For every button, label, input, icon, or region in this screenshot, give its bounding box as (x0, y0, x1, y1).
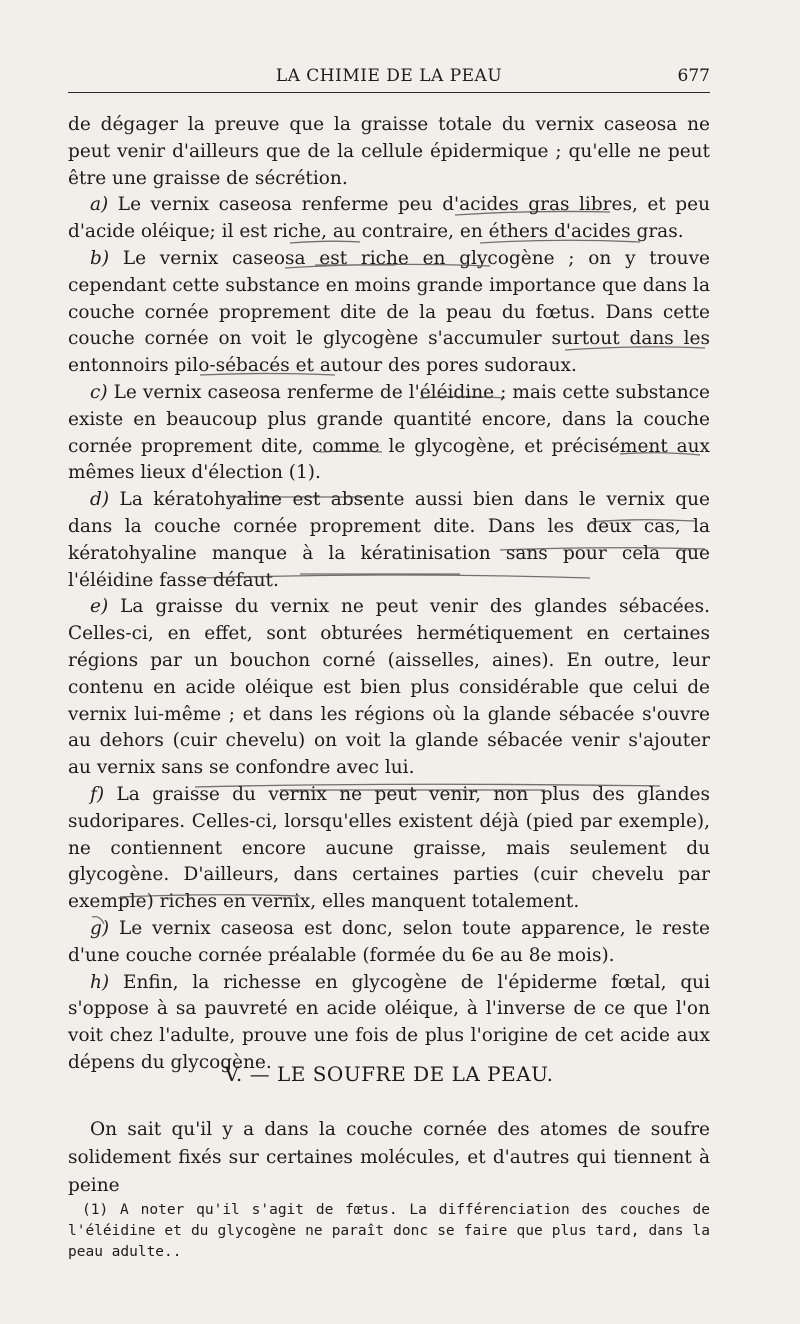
item-label: a) (90, 194, 109, 216)
item-label: e) (90, 596, 109, 618)
item-text: La kératohyaline est absente aussi bien dans le vernix que dans la couche cornée proprement dite. Dans les deux cas, la kératohyaline manque à la kératinisation sans pour cela que l'éléidine fasse défaut. (68, 489, 710, 591)
running-head (68, 62, 710, 93)
item-label: b) (90, 247, 110, 269)
item-paragraph (68, 192, 710, 246)
item-text: Le vernix caseosa est donc, selon toute apparence, le reste d'une couche cornée préalable (formée du 6e au 8e mois). (68, 917, 710, 966)
item-paragraph (68, 594, 710, 782)
section-heading: V. — LE SOUFRE DE LA PEAU. (224, 1062, 554, 1086)
item-text: Le vernix caseosa renferme de l'éléidine ; mais cette substance existe en beaucoup plus grande quantité encore, dans la couche cornée proprement dite, comme le glycogène, et précisément aux mêmes lieux d'élection (1). (68, 381, 710, 484)
item-paragraph (68, 970, 710, 1077)
item-text: Le vernix caseosa renferme peu d'acides gras libres, et peu d'acide oléique; il est riche, au contraire, en éthers d'acides gras. (68, 194, 710, 243)
running-title: LA CHIMIE DE LA PEAU (275, 66, 503, 86)
section-paragraph: On sait qu'il y a dans la couche cornée des atomes de soufre solidement fixés sur certaines molécules, et d'autres qui tiennent à peine (68, 1119, 710, 1196)
item-text: La graisse du vernix ne peut venir des glandes sébacées. Celles-ci, en effet, sont obturées hermétiquement en certaines régions par un bouchon corné (aisselles, aines). En outre, leur contenu en acide oléique est bien plus considérable que celui de vernix lui-même ; et dans les régions où la glande sébacée s'ouvre au dehors (cuir chevelu) on voit la glande sébacée venir s'ajouter au vernix sans se confondre avec lui. (68, 596, 710, 779)
item-label: g) (90, 917, 110, 939)
footnote: (1) A noter qu'il s'agit de fœtus. La différenciation des couches de l'éléidine et du glycogène ne paraît donc se faire que plus tard, dans la peau adulte.. (68, 1202, 710, 1260)
item-paragraph (68, 246, 710, 380)
item-label: h) (90, 971, 110, 993)
item-label: d) (90, 489, 110, 511)
item-label: f) (90, 783, 105, 805)
item-text: Le vernix caseosa est riche en glycogène ; on y trouve cependant cette substance en moins grande importance que dans la couche cornée proprement dite de la peau du fœtus. Dans cette couche cornée on voit le glycogène s'accumuler surtout dans les entonnoirs pilo-sébacés et autour des pores sudoraux. (68, 247, 710, 377)
item-paragraph (68, 916, 710, 970)
page-number: 677 (677, 66, 710, 86)
item-paragraph (68, 782, 710, 916)
body-text (68, 112, 710, 1077)
item-text: La graisse du vernix ne peut venir, non plus des glandes sudoripares. Celles-ci, lorsqu'elles existent déjà (pied par exemple), ne contiennent encore aucune graisse, mais seulement du glycogène. D'ailleurs, dans certaines parties (cuir chevelu par exemple) riches en vernix, elles manquent totalement. (68, 783, 710, 913)
item-paragraph (68, 487, 710, 594)
item-text: Enfin, la richesse en glycogène de l'épiderme fœtal, qui s'oppose à sa pauvreté en acide oléique, à l'inverse de ce que l'on voit chez l'adulte, prouve une fois de plus l'origine de cet acide aux dépens du glycogène. (68, 971, 710, 1073)
item-label: c) (90, 381, 108, 403)
item-paragraph (68, 380, 710, 487)
intro-paragraph: de dégager la preuve que la graisse totale du vernix caseosa ne peut venir d'ailleurs que de la cellule épidermique ; qu'elle ne peut être une graisse de sécrétion. (68, 114, 710, 189)
